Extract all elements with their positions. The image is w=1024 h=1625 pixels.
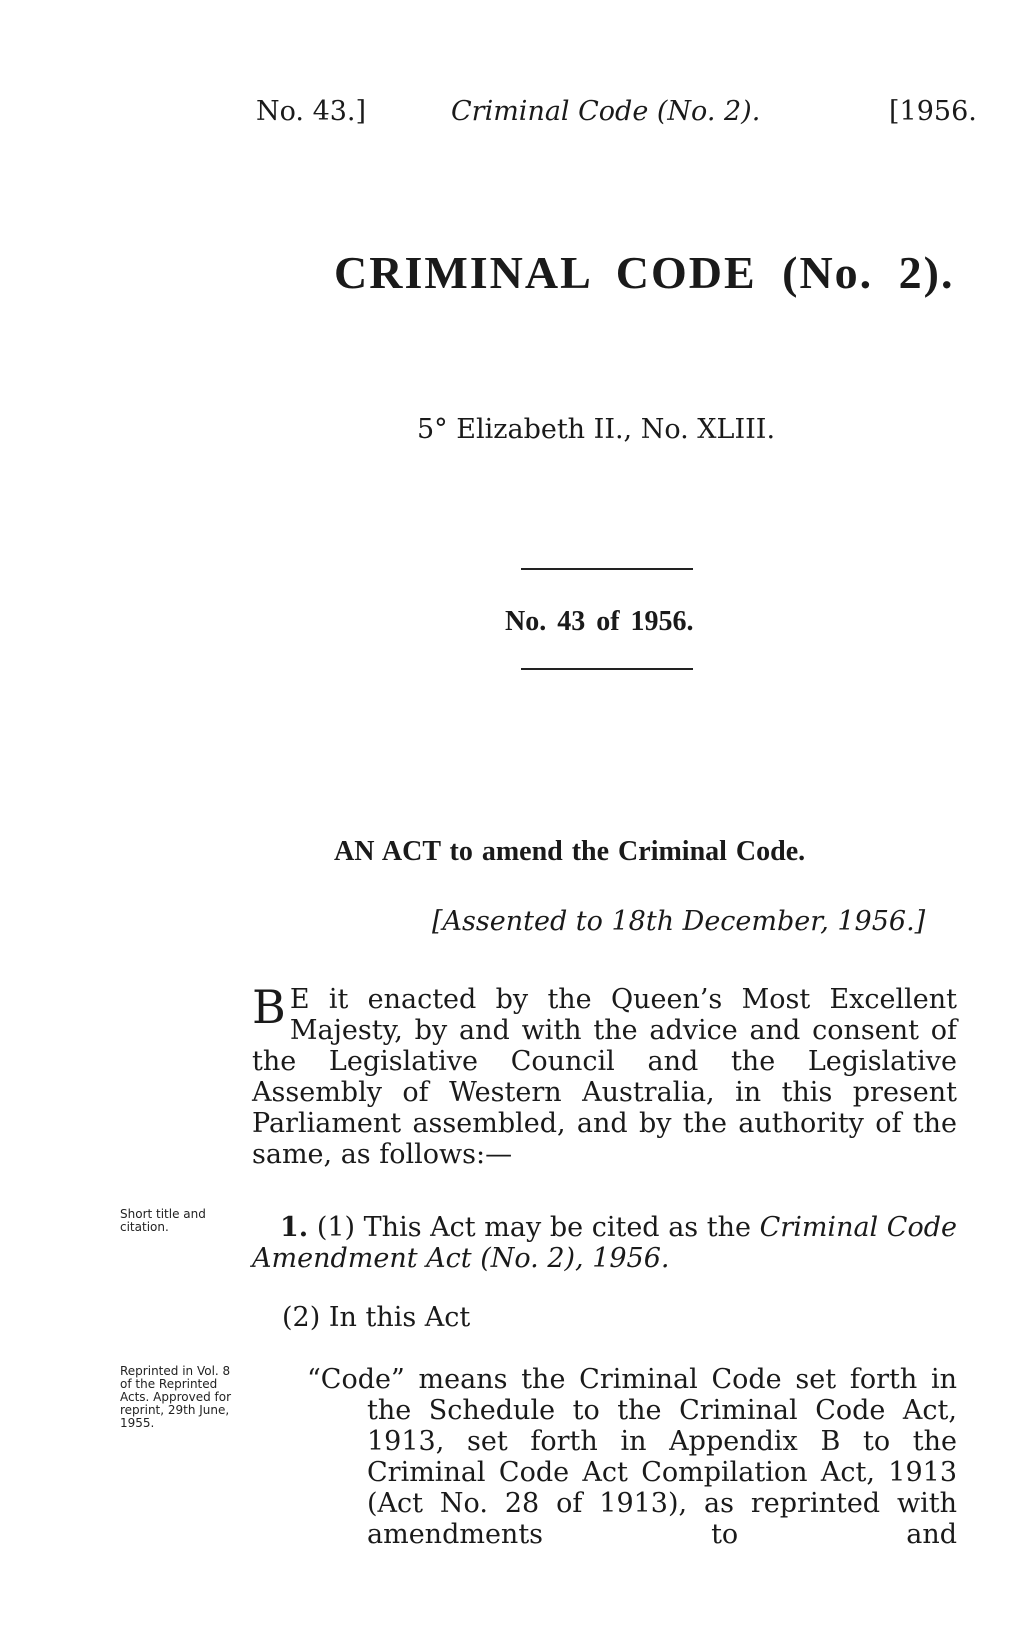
rule-below-act-number xyxy=(521,668,693,670)
drop-cap: B xyxy=(252,980,286,1034)
running-header-number: No. 43.] xyxy=(256,96,367,127)
long-title: AN ACT to amend the Criminal Code. xyxy=(334,836,806,867)
enacting-formula xyxy=(252,980,957,1170)
short-title-citation: Criminal Code Amendment Act (No. 2), 1956. xyxy=(252,1212,957,1274)
margin-note-short-title: Short title and citation. xyxy=(120,1207,206,1234)
definition-text: “Code” means the Criminal Code set forth in the Schedule to the Criminal Code Act, 1913, set forth in Appendix B to the Criminal Code Act Compilation Act, 1913 (Act No. 28 of 1913), as reprinted with amendments to and xyxy=(307,1364,957,1550)
rule-above-act-number xyxy=(521,568,693,570)
regnal-year: 5° Elizabeth II., No. XLIII. xyxy=(417,414,776,445)
act-title: CRIMINAL CODE (No. 2). xyxy=(334,247,955,298)
definition-code xyxy=(307,1364,957,1550)
section-1-subsection-2: (2) In this Act xyxy=(282,1302,471,1333)
section-1-subsection-1 xyxy=(252,1212,957,1274)
running-header-year: [1956. xyxy=(889,96,977,127)
margin-note-reprint: Reprinted in Vol. 8 of the Reprinted Acts. Approved for reprint, 29th June, 1955. xyxy=(120,1364,232,1430)
act-number: No. 43 of 1956. xyxy=(505,606,694,637)
section-number: 1. xyxy=(280,1212,309,1243)
running-header-title: Criminal Code (No. 2). xyxy=(451,96,761,127)
assent-date: [Assented to 18th December, 1956.] xyxy=(432,906,926,937)
section-1-1-text: (1) This Act may be cited as the xyxy=(316,1212,760,1243)
enacting-text: E it enacted by the Queen’s Most Excellent Majesty, by and with the advice and consent of the Legislative Council and the Legislative Assembly of Western Australia, in this present Parliament assembled, and by the authority of the same, as follows:— xyxy=(252,984,957,1170)
